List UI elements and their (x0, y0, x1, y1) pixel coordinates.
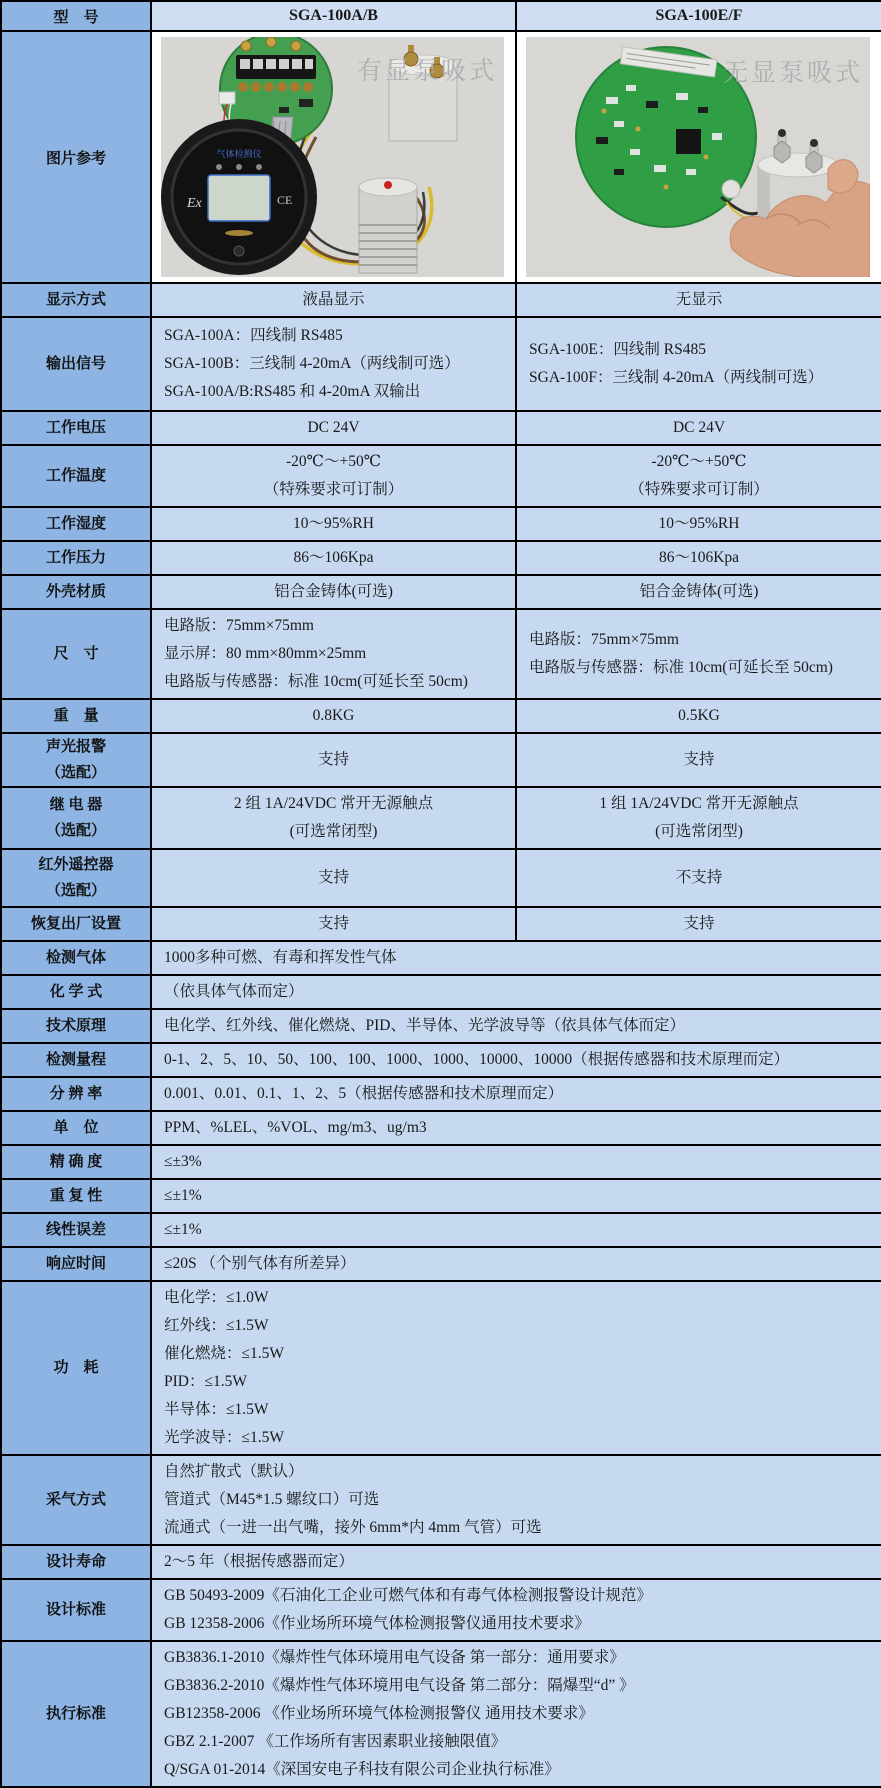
row-label-dimensions: 尺 寸 (1, 609, 151, 699)
cell-shell-material-sga100ab: 铝合金铸体(可选) (151, 575, 516, 609)
cell-resolution: 0.001、0.01、0.1、1、2、5（根据传感器和技术原理而定） (151, 1077, 881, 1111)
row-label-resolution: 分 辨 率 (1, 1077, 151, 1111)
cell-factory-reset-sga100ef: 支持 (516, 907, 881, 941)
header-model-label: 型 号 (1, 1, 151, 31)
cell-ir-remote-sga100ab: 支持 (151, 849, 516, 907)
row-label-shell-material: 外壳材质 (1, 575, 151, 609)
cell-execution-standard: GB3836.1-2010《爆炸性气体环境用电气设备 第一部分：通用要求》 GB3836.2-2010《爆炸性气体环境用电气设备 第二部分：隔爆型“d” 》 GB12358-2006 《作业场所环境气体检测报警仪 通用技术要求》 GBZ 2.1-2007 《工作场所有害因素职业接触限值》 Q/SGA 01-2014《深国安电子科技有限公司企业执行标准》 (151, 1641, 881, 1787)
watermark-text-right: 无显泵吸式 (722, 60, 863, 87)
row-label-response-time: 响应时间 (1, 1247, 151, 1281)
row-execution-standard (1, 1641, 881, 1787)
cell-power-consumption: 电化学：≤1.0W 红外线：≤1.5W 催化燃烧：≤1.5W PID：≤1.5W 半导体：≤1.5W 光学波导：≤1.5W (151, 1281, 881, 1455)
cell-working-humidity-sga100ab: 10～95%RH (151, 507, 516, 541)
row-label-linearity-error: 线性误差 (1, 1213, 151, 1247)
row-label-technology-principle: 技术原理 (1, 1009, 151, 1043)
header-col-sga100ab: SGA-100A/B (151, 1, 516, 31)
cell-sound-light-alarm-sga100ab: 支持 (151, 733, 516, 787)
row-label-sound-light-alarm: 声光报警 （选配） (1, 733, 151, 787)
row-design-life (1, 1545, 881, 1579)
cell-design-standard: GB 50493-2009《石油化工企业可燃气体和有毒气体检测报警设计规范》 GB 12358-2006《作业场所环境气体检测报警仪通用技术要求》 (151, 1579, 881, 1641)
row-working-temperature (1, 445, 881, 507)
row-chemical-formula (1, 975, 881, 1009)
row-detection-range (1, 1043, 881, 1077)
row-label-execution-standard: 执行标准 (1, 1641, 151, 1787)
cell-working-voltage-sga100ef: DC 24V (516, 411, 881, 445)
cell-detection-range: 0-1、2、5、10、50、100、100、1000、1000、10000、10000（根据传感器和技术原理而定） (151, 1043, 881, 1077)
row-resolution (1, 1077, 881, 1111)
row-relay (1, 787, 881, 849)
detector-title-text: 气体检测仪 (216, 149, 262, 159)
row-label-relay: 继 电 器 （选配） (1, 787, 151, 849)
cell-design-life: 2～5 年（根据传感器而定） (151, 1545, 881, 1579)
photo-cell-right (516, 31, 881, 283)
pcb-chip (676, 129, 701, 154)
row-detected-gas (1, 941, 881, 975)
row-label-weight: 重 量 (1, 699, 151, 733)
cell-factory-reset-sga100ab: 支持 (151, 907, 516, 941)
cell-output-signal-sga100ab: SGA-100A：四线制 RS485 SGA-100B：三线制 4-20mA（两线制可选） SGA-100A/B:RS485 和 4-20mA 双输出 (151, 317, 516, 411)
row-response-time (1, 1247, 881, 1281)
row-accuracy (1, 1145, 881, 1179)
row-working-pressure (1, 541, 881, 575)
row-sampling-method (1, 1455, 881, 1545)
header-col-sga100ef: SGA-100E/F (516, 1, 881, 31)
cell-sound-light-alarm-sga100ef: 支持 (516, 733, 881, 787)
row-label-accuracy: 精 确 度 (1, 1145, 151, 1179)
cell-working-pressure-sga100ab: 86～106Kpa (151, 541, 516, 575)
gas-detector (161, 119, 317, 275)
cell-weight-sga100ab: 0.8KG (151, 699, 516, 733)
cell-working-temperature-sga100ef: -20℃～+50℃ （特殊要求可订制） (516, 445, 881, 507)
row-label-output-signal: 输出信号 (1, 317, 151, 411)
row-working-voltage (1, 411, 881, 445)
row-design-standard (1, 1579, 881, 1641)
header-row (1, 1, 881, 31)
row-ir-remote (1, 849, 881, 907)
row-label-repeatability: 重 复 性 (1, 1179, 151, 1213)
row-label-ir-remote: 红外遥控器 （选配） (1, 849, 151, 907)
row-label-working-humidity: 工作湿度 (1, 507, 151, 541)
row-working-humidity (1, 507, 881, 541)
row-linearity-error (1, 1213, 881, 1247)
cell-weight-sga100ef: 0.5KG (516, 699, 881, 733)
cell-dimensions-sga100ab: 电路版：75mm×75mm 显示屏：80 mm×80mm×25mm 电路版与传感器：标准 10cm(可延长至 50cm) (151, 609, 516, 699)
row-output-signal (1, 317, 881, 411)
row-label-detected-gas: 检测气体 (1, 941, 151, 975)
row-weight (1, 699, 881, 733)
cell-working-humidity-sga100ef: 10～95%RH (516, 507, 881, 541)
ex-mark-text: Ex (187, 196, 202, 211)
cell-output-signal-sga100ef: SGA-100E：四线制 RS485 SGA-100F：三线制 4-20mA（两线制可选） (516, 317, 881, 411)
lcd-screen (208, 175, 270, 221)
row-power-consumption (1, 1281, 881, 1455)
cell-relay-sga100ef: 1 组 1A/24VDC 常开无源触点 (可选常闭型) (516, 787, 881, 849)
row-label-power-consumption: 功 耗 (1, 1281, 151, 1455)
cell-ir-remote-sga100ef: 不支持 (516, 849, 881, 907)
cell-working-pressure-sga100ef: 86～106Kpa (516, 541, 881, 575)
cell-relay-sga100ab: 2 组 1A/24VDC 常开无源触点 (可选常闭型) (151, 787, 516, 849)
cell-display-mode-sga100ab: 液晶显示 (151, 283, 516, 317)
cell-dimensions-sga100ef: 电路版：75mm×75mm 电路版与传感器：标准 10cm(可延长至 50cm) (516, 609, 881, 699)
row-unit (1, 1111, 881, 1145)
row-dimensions (1, 609, 881, 699)
row-label-chemical-formula: 化 学 式 (1, 975, 151, 1009)
cell-working-voltage-sga100ab: DC 24V (151, 411, 516, 445)
row-label-detection-range: 检测量程 (1, 1043, 151, 1077)
sensor-red-dot (384, 181, 392, 189)
row-factory-reset (1, 907, 881, 941)
watermark-text-left: 有显泵吸式 (356, 58, 497, 85)
product-photo-sga100ef (526, 37, 870, 277)
row-repeatability (1, 1179, 881, 1213)
row-label-design-life: 设计寿命 (1, 1545, 151, 1579)
row-label-display-mode: 显示方式 (1, 283, 151, 317)
cell-detected-gas: 1000多种可燃、有毒和挥发性气体 (151, 941, 881, 975)
cell-unit: PPM、%LEL、%VOL、mg/m3、ug/m3 (151, 1111, 881, 1145)
cell-technology-principle: 电化学、红外线、催化燃烧、PID、半导体、光学波导等（依具体气体而定） (151, 1009, 881, 1043)
row-label-unit: 单 位 (1, 1111, 151, 1145)
photo-cell-left (151, 31, 516, 283)
row-sound-light-alarm (1, 733, 881, 787)
cell-repeatability: ≤±1% (151, 1179, 881, 1213)
pcb-connector (219, 92, 235, 104)
row-label-sampling-method: 采气方式 (1, 1455, 151, 1545)
row-label-working-voltage: 工作电压 (1, 411, 151, 445)
row-display-mode (1, 283, 881, 317)
photo-row (1, 31, 881, 283)
ce-mark-text: CE (277, 193, 293, 207)
product-photo-sga100ab (161, 37, 504, 277)
pcb-hole (722, 180, 740, 198)
sensor-cylinder-bottom (359, 178, 417, 273)
cell-linearity-error: ≤±1% (151, 1213, 881, 1247)
cell-response-time: ≤20S （个别气体有所差异） (151, 1247, 881, 1281)
cell-chemical-formula: （依具体气体而定） (151, 975, 881, 1009)
cell-sampling-method: 自然扩散式（默认） 管道式（M45*1.5 螺纹口）可选 流通式（一进一出气嘴，接外 6mm*内 4mm 气管）可选 (151, 1455, 881, 1545)
row-technology-principle (1, 1009, 881, 1043)
cell-shell-material-sga100ef: 铝合金铸体(可选) (516, 575, 881, 609)
row-label-design-standard: 设计标准 (1, 1579, 151, 1641)
row-label-factory-reset: 恢复出厂设置 (1, 907, 151, 941)
photo-row-label: 图片参考 (1, 31, 151, 283)
cell-working-temperature-sga100ab: -20℃～+50℃ （特殊要求可订制） (151, 445, 516, 507)
cell-display-mode-sga100ef: 无显示 (516, 283, 881, 317)
row-shell-material (1, 575, 881, 609)
cell-accuracy: ≤±3% (151, 1145, 881, 1179)
row-label-working-pressure: 工作压力 (1, 541, 151, 575)
row-label-working-temperature: 工作温度 (1, 445, 151, 507)
spec-rows-body (1, 283, 881, 1787)
